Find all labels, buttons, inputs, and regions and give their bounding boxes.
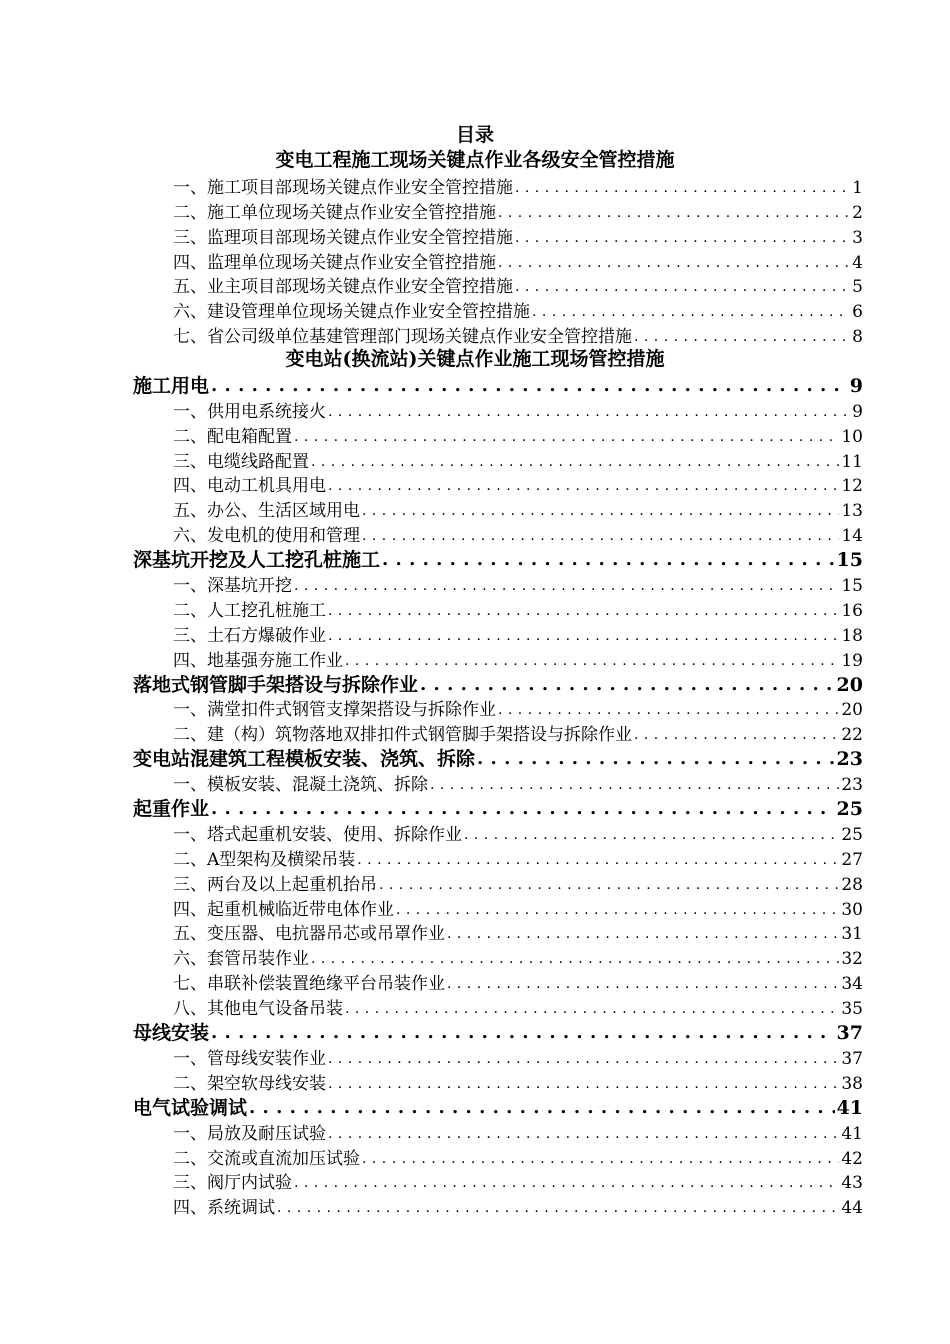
- toc-entry-page-number: 34: [841, 974, 863, 995]
- toc-entry[interactable]: [133, 473, 863, 498]
- toc-entry-page-number: 6: [852, 302, 863, 323]
- toc-entry-label: 变电站混建筑工程模板安装、浇筑、拆除: [133, 748, 476, 771]
- toc-entry-page-number: 11: [841, 451, 863, 472]
- toc-entry[interactable]: [133, 622, 863, 647]
- toc-entry[interactable]: [133, 995, 863, 1020]
- toc-entry[interactable]: [133, 423, 863, 448]
- toc-entry[interactable]: [133, 298, 863, 323]
- toc-entry-label: 六、建设管理单位现场关键点作业安全管控措施: [173, 302, 530, 323]
- toc-entry-label: 二、架空软母线安装: [173, 1073, 326, 1094]
- toc-entry-label: 二、人工挖孔桩施工: [173, 600, 326, 621]
- toc-entry[interactable]: [133, 647, 863, 672]
- toc-entry-page-number: 15: [836, 549, 863, 572]
- toc-heading-entry[interactable]: [133, 672, 863, 697]
- toc-entry-label: 二、建（构）筑物落地双排扣件式钢管脚手架搭设与拆除作业: [173, 725, 632, 746]
- toc-entry-label: 施工用电: [133, 374, 210, 397]
- dot-leader: [430, 774, 839, 796]
- toc-entry-page-number: 12: [841, 476, 863, 497]
- toc-entry[interactable]: [133, 970, 863, 995]
- toc-entry-page-number: 23: [841, 775, 863, 796]
- dot-leader: [211, 1021, 835, 1045]
- toc-entry[interactable]: [133, 871, 863, 896]
- toc-entry-label: 二、施工单位现场关键点作业安全管控措施: [173, 202, 496, 223]
- toc-entry-page-number: 9: [849, 374, 863, 397]
- toc-entry[interactable]: [133, 1170, 863, 1195]
- dot-leader: [477, 747, 835, 771]
- dot-leader: [294, 1172, 839, 1194]
- toc-entry-label: 八、其他电气设备吊装: [173, 999, 343, 1020]
- dot-leader: [328, 1123, 839, 1145]
- toc-entry-page-number: 32: [841, 949, 863, 970]
- toc-entry[interactable]: [133, 398, 863, 423]
- toc-entry-page-number: 9: [852, 401, 863, 422]
- toc-entry-page-number: 2: [852, 202, 863, 223]
- dot-leader: [634, 326, 850, 348]
- dot-leader: [345, 998, 839, 1020]
- toc-entry-label: 四、电动工机具用电: [173, 476, 326, 497]
- dot-leader: [328, 475, 839, 497]
- toc-entry-page-number: 13: [841, 501, 863, 522]
- dot-leader: [498, 252, 850, 274]
- dot-leader: [211, 374, 848, 398]
- toc-entry-page-number: 14: [841, 526, 863, 547]
- toc-entry-label: 四、地基强夯施工作业: [173, 650, 343, 671]
- toc-entry-page-number: 42: [841, 1148, 863, 1169]
- toc-entry-page-number: 37: [841, 1048, 863, 1069]
- toc-entry-page-number: 28: [841, 874, 863, 895]
- toc-entry-page-number: 37: [836, 1022, 863, 1045]
- toc-entry-label: 四、起重机械临近带电体作业: [173, 899, 394, 920]
- toc-entry-page-number: 16: [841, 600, 863, 621]
- toc-entry[interactable]: [133, 771, 863, 796]
- dot-leader: [328, 600, 839, 622]
- toc-entry-label: 深基坑开挖及人工挖孔桩施工: [133, 549, 381, 572]
- dot-leader: [362, 500, 839, 522]
- toc-entry[interactable]: [133, 1070, 863, 1095]
- toc-part1-list: [133, 174, 863, 348]
- toc-entry-label: 五、变压器、电抗器吊芯或吊罩作业: [173, 924, 445, 945]
- toc-entry-label: 一、供用电系统接火: [173, 401, 326, 422]
- toc-entry[interactable]: [133, 497, 863, 522]
- toc-entry-page-number: 19: [841, 650, 863, 671]
- toc-entry-page-number: 18: [841, 625, 863, 646]
- dot-leader: [498, 202, 850, 224]
- toc-heading-entry[interactable]: [133, 373, 863, 398]
- toc-entry-label: 一、管母线安装作业: [173, 1048, 326, 1069]
- dot-leader: [420, 673, 835, 697]
- toc-entry-label: 一、深基坑开挖: [173, 576, 292, 597]
- dot-leader: [345, 650, 839, 672]
- toc-entry-label: 三、监理项目部现场关键点作业安全管控措施: [173, 227, 513, 248]
- toc-entry[interactable]: [133, 174, 863, 199]
- toc-entry-label: 二、配电箱配置: [173, 426, 292, 447]
- toc-entry-label: 五、业主项目部现场关键点作业安全管控措施: [173, 277, 513, 298]
- dot-leader: [294, 426, 839, 448]
- toc-entry-page-number: 15: [841, 576, 863, 597]
- toc-entry-page-number: 31: [841, 924, 863, 945]
- toc-entry[interactable]: [133, 896, 863, 921]
- dot-leader: [357, 849, 839, 871]
- toc-entry-label: 二、交流或直流加压试验: [173, 1148, 360, 1169]
- toc-entry-label: 电气试验调试: [133, 1096, 248, 1119]
- toc-entry[interactable]: [133, 274, 863, 299]
- toc-entry-label: 一、塔式起重机安装、使用、拆除作业: [173, 824, 462, 845]
- toc-entry[interactable]: [133, 846, 863, 871]
- dot-leader: [379, 874, 839, 896]
- toc-entry-page-number: 4: [852, 252, 863, 273]
- toc-entry-page-number: 25: [841, 824, 863, 845]
- toc-entry-page-number: 41: [836, 1096, 863, 1119]
- dot-leader: [211, 797, 835, 821]
- dot-leader: [382, 548, 835, 572]
- toc-entry[interactable]: [133, 821, 863, 846]
- toc-entry-page-number: 25: [836, 798, 863, 821]
- toc-entry[interactable]: [133, 323, 863, 348]
- toc-entry-page-number: 20: [841, 700, 863, 721]
- toc-entry[interactable]: [133, 1194, 863, 1219]
- dot-leader: [362, 1148, 839, 1170]
- toc-entry[interactable]: [133, 597, 863, 622]
- toc-entry[interactable]: [133, 697, 863, 722]
- toc-entry[interactable]: [133, 1120, 863, 1145]
- toc-entry-page-number: 35: [841, 999, 863, 1020]
- dot-leader: [447, 923, 839, 945]
- dot-leader: [447, 973, 839, 995]
- toc-heading-entry[interactable]: [133, 1020, 863, 1045]
- dot-leader: [277, 1197, 839, 1219]
- dot-leader: [464, 824, 839, 846]
- toc-entry-label: 母线安装: [133, 1022, 210, 1045]
- toc-entry-page-number: 20: [836, 673, 863, 696]
- toc-entry-page-number: 30: [841, 899, 863, 920]
- toc-entry[interactable]: [133, 448, 863, 473]
- toc-entry-label: 六、套管吊装作业: [173, 949, 309, 970]
- toc-entry-label: 四、监理单位现场关键点作业安全管控措施: [173, 252, 496, 273]
- toc-title: 目录: [455, 124, 494, 146]
- dot-leader: [532, 301, 850, 323]
- dot-leader: [515, 227, 850, 249]
- toc-heading-entry[interactable]: [133, 547, 863, 572]
- toc-entry-label: 三、阀厅内试验: [173, 1173, 292, 1194]
- dot-leader: [311, 948, 839, 970]
- toc-entry-label: 四、系统调试: [173, 1198, 275, 1219]
- toc-entry[interactable]: [133, 522, 863, 547]
- toc-entry-label: 七、串联补偿装置绝缘平台吊装作业: [173, 974, 445, 995]
- toc-entry-page-number: 38: [841, 1073, 863, 1094]
- toc-entry-label: 七、省公司级单位基建管理部门现场关键点作业安全管控措施: [173, 327, 632, 348]
- toc-entry[interactable]: [133, 1045, 863, 1070]
- dot-leader: [515, 177, 850, 199]
- toc-entry-page-number: 27: [841, 849, 863, 870]
- toc-entry[interactable]: [133, 249, 863, 274]
- toc-entry[interactable]: [133, 224, 863, 249]
- dot-leader: [249, 1096, 835, 1120]
- toc-entry[interactable]: [133, 921, 863, 946]
- toc-part2-list: [133, 373, 863, 1219]
- toc-entry[interactable]: [133, 721, 863, 746]
- toc-entry-page-number: 8: [852, 327, 863, 348]
- toc-entry-page-number: 44: [841, 1198, 863, 1219]
- dot-leader: [328, 1048, 839, 1070]
- dot-leader: [328, 625, 839, 647]
- part2-heading: 变电站(换流站)关键点作业施工现场管控措施: [285, 348, 665, 370]
- toc-heading-entry[interactable]: [133, 1095, 863, 1120]
- dot-leader: [396, 899, 839, 921]
- toc-heading-entry[interactable]: [133, 796, 863, 821]
- toc-entry-label: 一、局放及耐压试验: [173, 1123, 326, 1144]
- toc-entry[interactable]: [133, 945, 863, 970]
- toc-entry-page-number: 23: [836, 748, 863, 771]
- dot-leader: [328, 1073, 839, 1095]
- dot-leader: [515, 276, 850, 298]
- toc-entry-page-number: 10: [841, 426, 863, 447]
- toc-entry[interactable]: [133, 1145, 863, 1170]
- toc-entry-label: 五、办公、生活区域用电: [173, 501, 360, 522]
- dot-leader: [294, 575, 839, 597]
- toc-entry-page-number: 1: [852, 177, 863, 198]
- toc-heading-entry[interactable]: [133, 746, 863, 771]
- toc-entry-label: 三、土石方爆破作业: [173, 625, 326, 646]
- part1-heading: 变电工程施工现场关键点作业各级安全管控措施: [275, 149, 675, 171]
- dot-leader: [498, 699, 839, 721]
- toc-entry-label: 落地式钢管脚手架搭设与拆除作业: [133, 673, 419, 696]
- toc-entry-label: 六、发电机的使用和管理: [173, 526, 360, 547]
- dot-leader: [311, 451, 839, 473]
- toc-entry[interactable]: [133, 572, 863, 597]
- toc-entry-page-number: 22: [841, 725, 863, 746]
- toc-entry-label: 二、A型架构及横梁吊装: [173, 849, 356, 870]
- toc-entry-page-number: 43: [841, 1173, 863, 1194]
- toc-entry-label: 起重作业: [133, 798, 210, 821]
- toc-entry-label: 一、施工项目部现场关键点作业安全管控措施: [173, 177, 513, 198]
- toc-entry-label: 三、电缆线路配置: [173, 451, 309, 472]
- toc-entry[interactable]: [133, 199, 863, 224]
- toc-entry-label: 一、满堂扣件式钢管支撑架搭设与拆除作业: [173, 700, 496, 721]
- dot-leader: [362, 525, 839, 547]
- toc-entry-page-number: 5: [852, 277, 863, 298]
- toc-entry-label: 三、两台及以上起重机抬吊: [173, 874, 377, 895]
- toc-entry-page-number: 3: [852, 227, 863, 248]
- dot-leader: [634, 724, 839, 746]
- toc-entry-page-number: 41: [841, 1123, 863, 1144]
- dot-leader: [328, 401, 850, 423]
- toc-entry-label: 一、模板安装、混凝土浇筑、拆除: [173, 775, 428, 796]
